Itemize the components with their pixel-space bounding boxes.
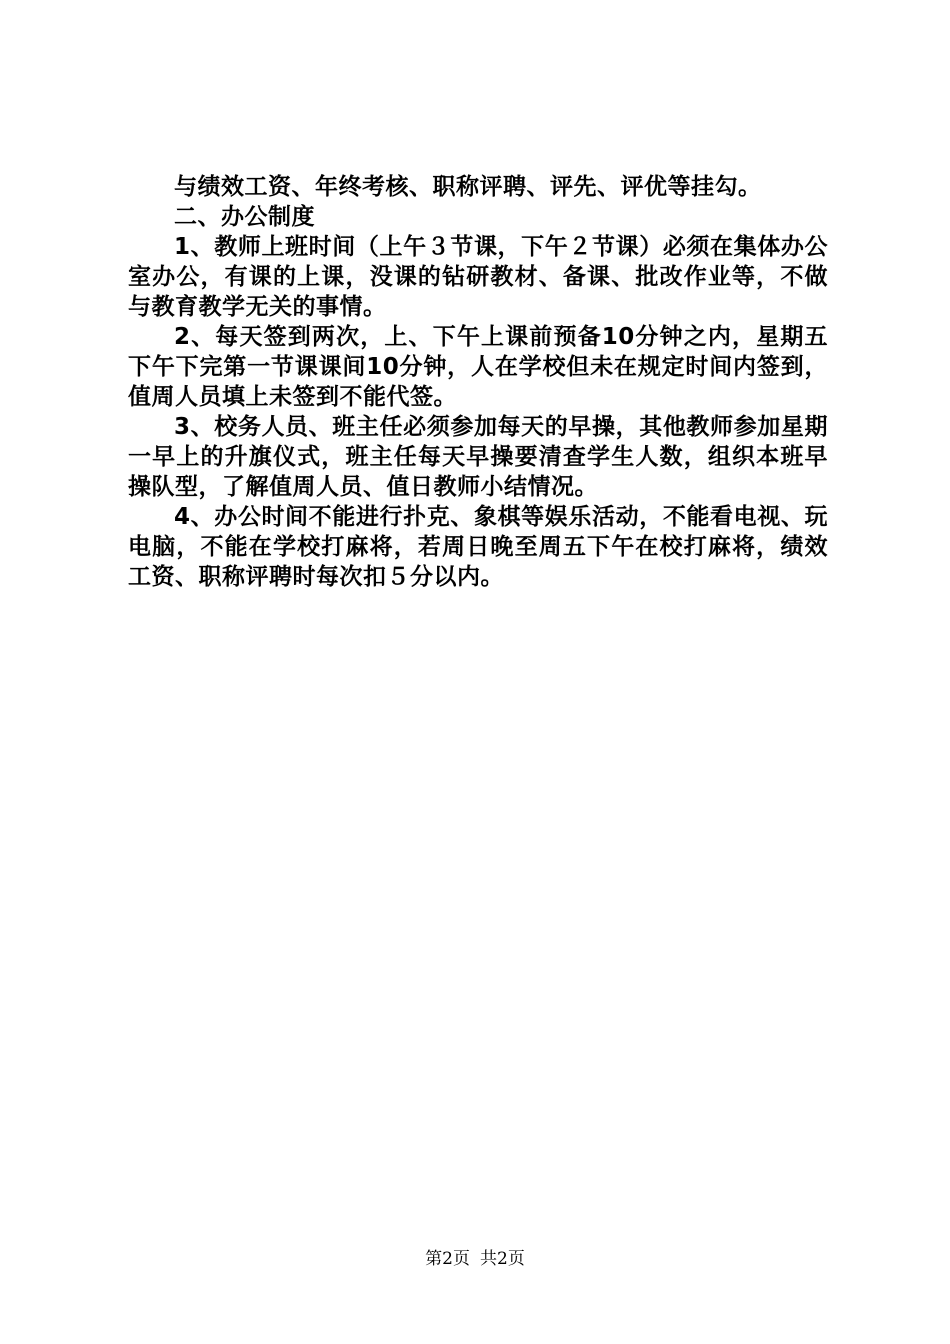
document-body: [128, 172, 828, 592]
paragraph-item-4: 4、办公时间不能进行扑克、象棋等娱乐活动，不能看电视、玩电脑，不能在学校打麻将，若周日晚至周五下午在校打麻将，绩效工资、职称评聘时每次扣５分以内。: [128, 504, 828, 590]
page-total: 共2页: [480, 1249, 525, 1269]
section-heading: 二、办公制度: [174, 204, 315, 230]
page-number: 第2页: [425, 1249, 470, 1269]
paragraph-item-1: 1、教师上班时间（上午３节课，下午２节课）必须在集体办公室办公，有课的上课，没课的钻研教材、备课、批改作业等，不做与教育教学无关的事情。: [128, 234, 828, 320]
page-footer: [0, 1244, 950, 1269]
paragraph-item-2: 2、每天签到两次，上、下午上课前预备10分钟之内，星期五下午下完第一节课课间10分钟，人在学校但未在规定时间内签到，值周人员填上未签到不能代签。: [128, 324, 828, 410]
paragraph-item-3: 3、校务人员、班主任必须参加每天的早操，其他教师参加星期一早上的升旗仪式，班主任每天早操要清查学生人数，组织本班早操队型，了解值周人员、值日教师小结情况。: [128, 414, 828, 500]
paragraph-continuation: 与绩效工资、年终考核、职称评聘、评先、评优等挂勾。: [174, 174, 762, 200]
